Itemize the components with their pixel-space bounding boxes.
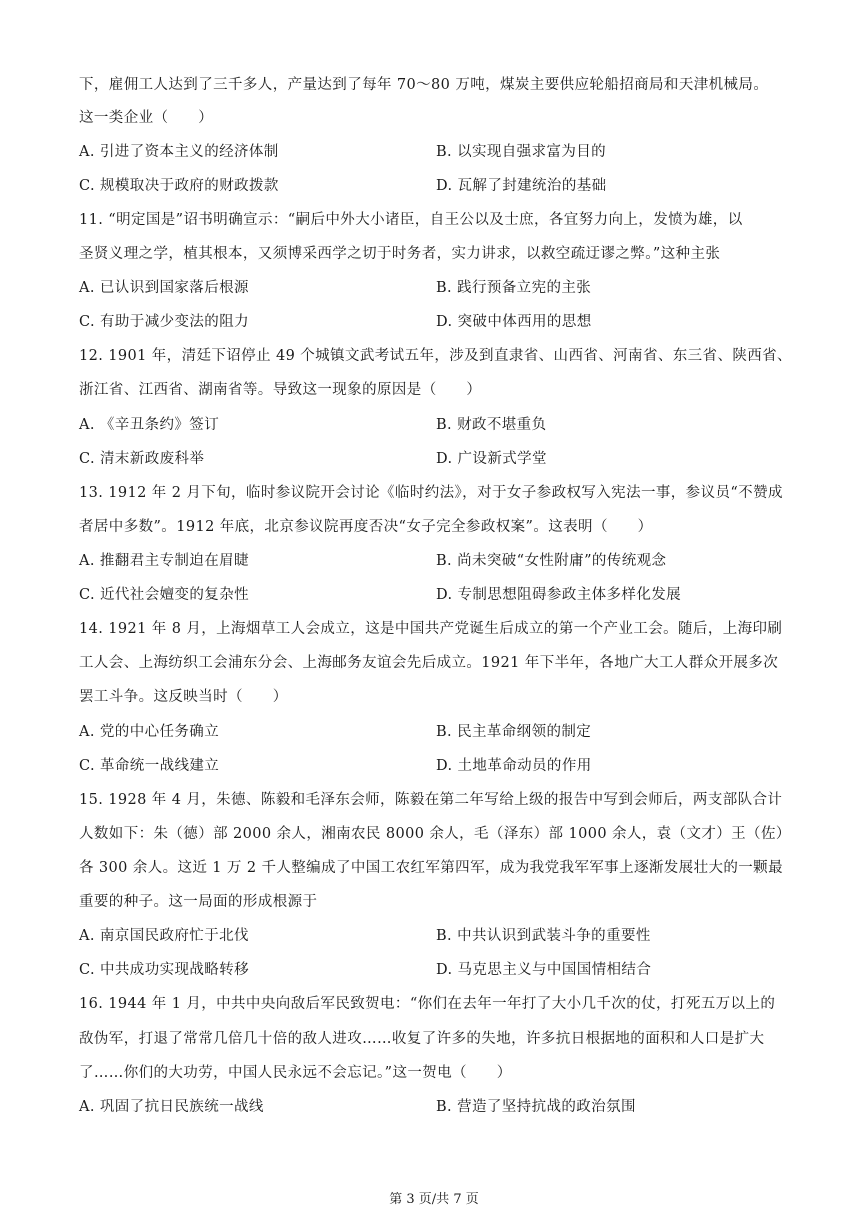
q11-option-c: C. 有助于减少变法的阻力 [79,314,249,330]
q14-stem-line1: 14. 1921 年 8 月，上海烟草工人会成立，这是中国共产党诞生后成立的第一个产业工会。随后，上海印刷 [79,621,783,637]
q10-stem-line2: 这一类企业（ ） [79,110,214,126]
q14-option-a: A. 党的中心任务确立 [79,724,220,740]
q16-stem-line2: 敌伪军，打退了常常几倍几十倍的敌人进攻……收复了许多的失地，许多抗日根据地的面积和人口是扩大 [79,1031,765,1047]
q12-option-b: B. 财政不堪重负 [436,417,547,433]
q13-option-a: A. 推翻君主专制迫在眉睫 [79,553,249,569]
q10-option-c: C. 规模取决于政府的财政拨款 [79,178,279,194]
q10-option-d: D. 瓦解了封建统治的基础 [436,178,607,194]
q13-stem-line1: 13. 1912 年 2 月下旬，临时参议院开会讨论《临时约法》，对于女子参政权写入宪法一事，参议员“不赞成 [79,485,783,501]
q14-option-c: C. 革命统一战线建立 [79,758,220,774]
q15-stem-line1: 15. 1928 年 4 月，朱德、陈毅和毛泽东会师，陈毅在第二年写给上级的报告中写到会师后，两支部队合计 [79,792,783,808]
q10-stem-line1: 下，雇佣工人达到了三千多人，产量达到了每年 70～80 万吨，煤炭主要供应轮船招商局和天津机械局。 [79,77,769,93]
q12-option-d: D. 广设新式学堂 [436,451,547,467]
q14-stem-line3: 罢工斗争。这反映当时（ ） [79,689,288,705]
q10-option-b: B. 以实现自强求富为目的 [436,144,607,160]
q15-stem-line2: 人数如下：朱（德）部 2000 余人，湘南农民 8000 余人，毛（泽东）部 1000 余人，袁（文才）王（佐） [79,826,791,842]
q10-option-a: A. 引进了资本主义的经济体制 [79,144,279,160]
q15-option-d: D. 马克思主义与中国国情相结合 [436,962,652,978]
q12-option-a: A. 《辛丑条约》签订 [79,417,220,433]
q11-option-a: A. 已认识到国家落后根源 [79,280,249,296]
q12-option-c: C. 清末新政废科举 [79,451,205,467]
q13-option-d: D. 专制思想阻碍参政主体多样化发展 [436,587,682,603]
q15-option-c: C. 中共成功实现战略转移 [79,962,249,978]
q11-option-b: B. 践行预备立宪的主张 [436,280,592,296]
q16-option-a: A. 巩固了抗日民族统一战线 [79,1099,264,1115]
q15-option-a: A. 南京国民政府忙于北伐 [79,928,249,944]
q16-stem-line1: 16. 1944 年 1 月，中共中央向敌后军民致贺电：“你们在去年一年打了大小几千次的仗，打死五万以上的 [79,996,776,1012]
q11-stem-line1: 11. “明定国是”诏书明确宣示：“嗣后中外大小诸臣，自王公以及士庶，各宜努力向上，发愤为雄，以 [79,212,743,228]
q15-stem-line4: 重要的种子。这一局面的形成根源于 [79,894,318,910]
q13-option-c: C. 近代社会嬗变的复杂性 [79,587,249,603]
q14-stem-line2: 工人会、上海纺织工会浦东分会、上海邮务友谊会先后成立。1921 年下半年，各地广大工人群众开展多次 [79,655,779,671]
page-number-footer: 第 3 页/共 7 页 [389,1192,479,1207]
q12-stem-line2: 浙江省、江西省、湖南省等。导致这一现象的原因是（ ） [79,382,482,398]
q14-option-b: B. 民主革命纲领的制定 [436,724,592,740]
q13-stem-line2: 者居中多数”。1912 年底，北京参议院再度否决“女子完全参政权案”。这表明（ ） [79,519,653,535]
q15-option-b: B. 中共认识到武装斗争的重要性 [436,928,651,944]
q11-option-d: D. 突破中体西用的思想 [436,314,592,330]
q13-option-b: B. 尚未突破“女性附庸”的传统观念 [436,553,667,569]
q11-stem-line2: 圣贤义理之学，植其根本，又须博采西学之切于时务者，实力讲求，以救空疏迂谬之弊。”这种主张 [79,246,721,262]
q15-stem-line3: 各 300 余人。这近 1 万 2 千人整编成了中国工农红军第四军，成为我党我军军事上逐渐发展壮大的一颗最 [79,860,783,876]
q16-option-b: B. 营造了坚持抗战的政治氛围 [436,1099,636,1115]
q16-stem-line3: 了……你们的大功劳，中国人民永远不会忘记。”这一贺电（ ） [79,1065,512,1081]
q14-option-d: D. 土地革命动员的作用 [436,758,592,774]
q12-stem-line1: 12. 1901 年，清廷下诏停止 49 个城镇文武考试五年，涉及到直隶省、山西省、河南省、东三省、陕西省、 [79,348,792,364]
